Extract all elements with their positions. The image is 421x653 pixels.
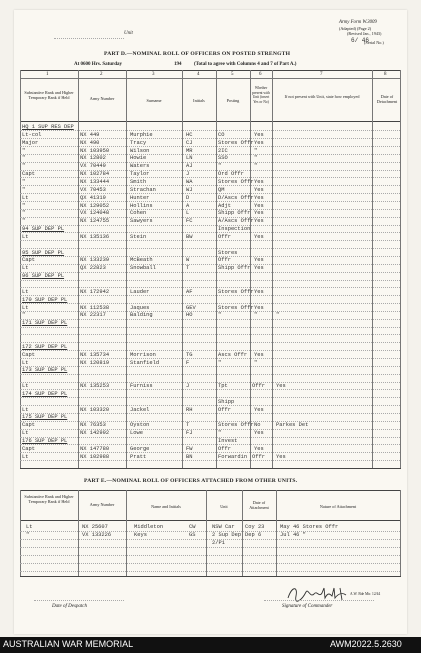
cell-init: FJ [186, 430, 193, 437]
cell-name: Strachan [130, 186, 156, 193]
row-rule [20, 350, 400, 351]
cell-num: NX 129052 [80, 202, 110, 209]
cell-init: A [186, 202, 190, 209]
part-d-title: PART D.—NOMINAL ROLL OF OFFICERS ON POSTED STRENGTH [104, 51, 291, 57]
cell-pres: No [254, 422, 261, 429]
cell-rank: Lt [22, 304, 29, 311]
row-rule [20, 429, 400, 430]
cell-post: Offr [218, 233, 231, 240]
row-rule [20, 280, 400, 281]
row-rule [20, 185, 400, 186]
cell-rank: 173 SUP DEP PL [22, 367, 68, 374]
archive-id: AWM2022.5.2630 [330, 639, 402, 649]
cell-post: D/Ascs Offr [218, 194, 254, 201]
cell-post: Offr [218, 406, 231, 413]
cell-name: McBeath [130, 257, 153, 264]
e-col-header-unit: Unit [220, 504, 228, 509]
cell-name: Pratt [130, 453, 147, 460]
cell-name: Morrison [130, 351, 156, 358]
cell-num: VX 70449 [80, 163, 106, 170]
col-num-7: 7 [320, 72, 323, 77]
e-row-rule [20, 539, 400, 540]
cell-pres: " [254, 163, 258, 170]
cell-name: Stanfield [130, 359, 160, 366]
part-d-year: 194 [174, 62, 182, 67]
e-row-rule [20, 563, 400, 564]
cell-rank: Major [22, 139, 39, 146]
cell-pres: " [254, 359, 258, 366]
cell-init: BN [186, 453, 193, 460]
row-rule [20, 256, 400, 257]
cell-post: Tpt [218, 383, 228, 390]
e-cell-rank: Lt [26, 524, 33, 530]
cell-pres: Yes [254, 202, 264, 209]
cell-pres: " [254, 155, 258, 162]
row-rule [20, 452, 400, 453]
cell-name: Furniss [130, 383, 153, 390]
cell-init: MR [186, 147, 193, 154]
row-rule [20, 232, 400, 233]
cell-name: Wilson [130, 147, 150, 154]
despatch-label: Date of Despatch [52, 604, 87, 609]
cell-pres: Yes [254, 257, 264, 264]
e-col-header-rank: Substantive Rank and Higher Temporary Rank if Held [24, 494, 74, 504]
row-rule [20, 366, 400, 367]
cell-pres: Yes [254, 194, 264, 201]
cell-init: WJ [186, 186, 193, 193]
cell-name: Howie [130, 155, 147, 162]
cell-init: TG [186, 351, 193, 358]
cell-rank: Lt [22, 288, 29, 295]
col-header-rank: Substantive Rank and Higher Temporary Rank if Held [24, 90, 74, 100]
cell-post: 2IC [218, 147, 228, 154]
cell-post: " [218, 359, 222, 366]
cell-pres: " [254, 147, 258, 154]
row-rule [20, 146, 400, 147]
cell-rank: Lt [22, 406, 29, 413]
cell-rank: Capt [22, 351, 35, 358]
part-e-title: PART E.—NOMINAL ROLL OF OFFICERS ATTACHED FROM OTHER UNITS. [84, 478, 298, 484]
cell-init: T [186, 265, 190, 272]
cell-rank: Lt [22, 383, 29, 390]
cell-pres: Yes [254, 178, 264, 185]
cell-rank: " [22, 210, 26, 217]
cell-rank: Capt [22, 445, 35, 452]
cell-name: Smith [130, 178, 147, 185]
row-rule [20, 240, 400, 241]
col-header-present: Whether present with Unit (insert Yes or No) [252, 86, 270, 104]
cell-name: Jaques [130, 304, 150, 311]
cell-rank: " [22, 202, 26, 209]
cell-name: Oyston [130, 422, 150, 429]
serial-handwritten: 6/ 46 [351, 37, 370, 44]
cell-num: NX 12802 [80, 155, 106, 162]
cell-rank: " [22, 163, 26, 170]
cell-name: Lowe [130, 430, 143, 437]
cell-emp: Yes [276, 383, 286, 390]
cell-rank: 170 SUP DEP PL [22, 296, 68, 303]
cell-name: Hollins [130, 202, 153, 209]
cell-post: " [218, 163, 222, 170]
row-rule [20, 225, 400, 226]
cell-num: NX 135734 [80, 351, 110, 358]
cell-pres: Yes [254, 139, 264, 146]
row-rule [20, 319, 400, 320]
row-rule [20, 248, 400, 249]
cell-init: D [186, 194, 190, 201]
e-col-header-name: Name and Initials [151, 504, 181, 509]
e-cell-date: Coy 23 [245, 524, 265, 530]
cell-pres: Yes [254, 186, 264, 193]
row-rule [20, 342, 400, 343]
cell-num: NX 133444 [80, 178, 110, 185]
e-cell-unit: 2/P1 [212, 540, 225, 546]
cell-emp: Yes [276, 453, 286, 460]
cell-init: GEV [186, 304, 196, 311]
row-rule [20, 217, 400, 218]
col-header-posting: Posting [226, 98, 240, 103]
cell-post: Offr [218, 257, 231, 264]
cell-num: NX 142992 [80, 430, 110, 437]
cell-rank: 171 SUP DEP PL [22, 320, 68, 327]
cell-post: Shipp [218, 398, 235, 405]
form-number: Army Form W.3009 [339, 20, 377, 25]
col-num-6: 6 [259, 72, 262, 77]
cell-pres: Yes [254, 210, 264, 217]
cell-init: FC [186, 218, 193, 225]
despatch-line [34, 600, 124, 601]
unit-label: Unit [124, 31, 133, 36]
cell-rank: 94 SUP DEP PL [22, 226, 65, 233]
col-border-8 [400, 70, 401, 468]
e-cell-nature: May 46 Stores Offr [280, 524, 339, 530]
row-rule [20, 177, 400, 178]
e-cell-unit: NSW Car [212, 524, 235, 530]
row-rule [20, 162, 400, 163]
cell-rank: Lt [22, 265, 29, 272]
cell-num: NX 135253 [80, 383, 110, 390]
cell-num: NX 449 [80, 131, 100, 138]
cell-pres: Offr [252, 383, 265, 390]
row-rule [20, 460, 400, 461]
row-rule [20, 303, 400, 304]
cell-rank: Lt-col [22, 131, 42, 138]
cell-name: Lauder [130, 288, 150, 295]
cell-rank: Lt [22, 359, 29, 366]
cell-num: NX 133239 [80, 257, 110, 264]
cell-num: NX 103320 [80, 406, 110, 413]
form-adapted: (Adapted) (Page 2) [339, 26, 372, 31]
cell-rank: 172 SUP DEP PL [22, 343, 68, 350]
cell-num: NX 102988 [80, 453, 110, 460]
cell-post: QM [218, 186, 225, 193]
cell-name: Cohen [130, 210, 147, 217]
cell-pres: " [254, 312, 258, 319]
cell-post: Stores Offr [218, 178, 254, 185]
cell-post: Stores Offr [218, 288, 254, 295]
cell-post: Invest [218, 438, 238, 444]
row-rule [20, 193, 400, 194]
row-rule [20, 334, 400, 335]
cell-rank: Capt [22, 422, 35, 429]
e-row-rule [20, 547, 400, 548]
cell-pres: Yes [254, 351, 264, 358]
col-header-army-number: Army Number [89, 96, 115, 101]
cell-post: Stores [218, 249, 238, 256]
cell-name: George [130, 445, 150, 452]
row-rule [20, 138, 400, 139]
cell-name: Waters [130, 163, 150, 170]
cell-num: QX 41319 [80, 194, 106, 201]
cell-init: J [186, 383, 190, 390]
cell-pres: Yes [254, 406, 264, 413]
e-cell-unit: 2 Sup Dep [212, 532, 242, 538]
col-num-4: 4 [197, 72, 200, 77]
cell-post: " [218, 312, 222, 319]
cell-post: Ascs Offr [218, 351, 248, 358]
cell-post: SSO [218, 155, 228, 162]
cell-num: NX 112538 [80, 304, 110, 311]
cell-post: A/Ascs Offr [218, 218, 254, 225]
cell-init: HC [186, 131, 193, 138]
cell-post: Inspection [218, 226, 251, 233]
cell-name: Murphie [130, 131, 153, 138]
cell-rank: 176 SUP DEP PL [22, 438, 68, 444]
e-cell-init: CW [189, 524, 196, 530]
row-rule [20, 413, 400, 414]
cell-pres: Yes [254, 233, 264, 240]
col-num-5: 5 [231, 72, 234, 77]
row-rule [20, 311, 400, 312]
e-cell-name: Middleton [134, 524, 164, 530]
row-rule [20, 287, 400, 288]
cell-pres: Yes [254, 265, 264, 272]
cell-init: RH [186, 406, 193, 413]
row-rule [20, 327, 400, 328]
col-header-surname: Surname [146, 98, 162, 103]
cell-init: WA [186, 178, 193, 185]
cell-post: Forwardin [218, 453, 248, 460]
cell-num: NX 103950 [80, 147, 110, 154]
cell-num: NX 22317 [80, 312, 106, 319]
archive-name: AUSTRALIAN WAR MEMORIAL [3, 639, 134, 649]
cell-rank: " [22, 155, 26, 162]
row-rule [20, 358, 400, 359]
cell-num: VX 70453 [80, 186, 106, 193]
cell-name: Jackel [130, 406, 150, 413]
cell-name: Snowball [130, 265, 156, 272]
e-cell-rank: " [26, 532, 30, 538]
cell-post: Shipp Offr [218, 265, 251, 272]
e-row-rule [20, 531, 400, 532]
col-header-date: Date of Detachment [376, 94, 398, 104]
cell-post: Shipp Offr [218, 210, 251, 217]
e-cell-date: Dep 6 [245, 532, 262, 538]
cell-rank: " [22, 147, 26, 154]
cell-num: VX 124048 [80, 210, 110, 217]
signature-label: Signature of Commander [282, 604, 333, 609]
cell-rank: Capt [22, 257, 35, 264]
cell-num: NX 147780 [80, 445, 110, 452]
cell-init: T [186, 422, 190, 429]
e-col-header-date: Date of Attachment [249, 500, 269, 510]
cell-post: Offr [218, 445, 231, 452]
cell-rank: Lt [22, 430, 29, 437]
table-bottom-rule [20, 468, 401, 469]
cell-pres: Yes [254, 304, 264, 311]
cell-init: AF [186, 288, 193, 295]
cell-init: L [186, 210, 190, 217]
cell-num: NX 124755 [80, 218, 110, 225]
e-cell-num: NX 25607 [82, 524, 108, 530]
cell-init: BW [186, 233, 193, 240]
cell-pres: Yes [254, 218, 264, 225]
cell-rank: " [22, 186, 26, 193]
cell-rank: 95 SUP DEP PL [22, 249, 65, 256]
row-rule [20, 209, 400, 210]
row-rule [20, 444, 400, 445]
part-d-at-line: At 0600 Hrs. Saturday [74, 62, 123, 67]
cell-init: F [186, 359, 190, 366]
cell-init: HO [186, 312, 193, 319]
archive-footer [0, 637, 421, 653]
col-header-initials: Initials [193, 98, 205, 103]
row-rule [20, 264, 400, 265]
cell-num: NX 76353 [80, 422, 106, 429]
cell-rank: HQ 1 SUP RES DEP [22, 124, 74, 130]
cell-rank: Capt [22, 171, 35, 178]
row-rule [20, 437, 400, 438]
cell-init: FW [186, 445, 193, 452]
cell-name: Hunter [130, 194, 150, 201]
signature-line [264, 600, 374, 601]
cell-rank: " [22, 312, 26, 319]
cell-name: Sawyers [130, 218, 153, 225]
e-cell-num: VX 133226 [82, 532, 112, 538]
cell-rank: 175 SUP DEP PL [22, 414, 68, 421]
cell-rank: Lt [22, 233, 29, 240]
cell-pres: Yes [254, 430, 264, 437]
row-rule [20, 405, 400, 406]
cell-init: CJ [186, 139, 193, 146]
cell-num: QX 22823 [80, 265, 106, 272]
row-rule [20, 295, 400, 296]
cell-rank: Lt [22, 453, 29, 460]
cell-pres: Yes [254, 131, 264, 138]
cell-num: NX 490 [80, 139, 100, 146]
cell-init: W [186, 257, 190, 264]
row-rule [20, 382, 400, 383]
row-rule [20, 272, 400, 273]
e-cell-nature: Jul 46 " [280, 532, 306, 538]
col-num-1: 1 [46, 72, 49, 77]
cell-name: Balding [130, 312, 153, 319]
form-sheet [14, 10, 407, 634]
row-rule [20, 154, 400, 155]
cell-post: Ord Offr [218, 171, 244, 178]
cell-post: " [218, 430, 222, 437]
cell-pres: Yes [254, 445, 264, 452]
cell-num: NX 135136 [80, 233, 110, 240]
col-header-employed: If not present with Unit, state how employed [284, 94, 360, 99]
cell-name: Stein [130, 233, 147, 240]
col-num-2: 2 [100, 72, 103, 77]
cell-post: Adjt [218, 202, 231, 209]
row-rule [20, 130, 400, 131]
form-revised: (Revised Jan., 1943) [347, 31, 382, 36]
col-num-3: 3 [152, 72, 155, 77]
cell-init: J [186, 171, 190, 178]
cell-pres: Yes [254, 288, 264, 295]
cell-num: NX 102784 [80, 171, 110, 178]
cell-post: Stores Offr [218, 304, 254, 311]
row-rule [20, 421, 400, 422]
cell-init: LN [186, 155, 193, 162]
cell-rank: " [22, 178, 26, 185]
part-d-total-note: (Total to agree with Columns 4 and 7 of Part A.) [194, 62, 297, 67]
cell-init: AJ [186, 163, 193, 170]
col-num-8: 8 [384, 72, 387, 77]
cell-emp: Parkes Det [276, 422, 309, 429]
row-rule [20, 374, 400, 375]
e-bottom-rule [20, 576, 401, 577]
e-col-header-army-number: Army Number [89, 502, 115, 507]
cell-emp: " [276, 312, 280, 319]
cell-num: NX 120819 [80, 359, 110, 366]
cell-post: Stores Offr [218, 422, 254, 429]
cell-name: Tracy [130, 139, 147, 146]
cell-rank: " [22, 218, 26, 225]
cell-post: Stores Offr [218, 139, 254, 146]
serial-label: (Serial No.) [364, 40, 384, 45]
row-rule [20, 170, 400, 171]
e-row-rule [20, 571, 400, 572]
e-row-rule [20, 555, 400, 556]
cell-post: CO [218, 131, 225, 138]
cell-rank: Lt [22, 194, 29, 201]
e-cell-init: GS [189, 532, 196, 538]
cell-pres: Offr [252, 453, 265, 460]
row-rule [20, 389, 400, 390]
printer-mark: A.W. Bde Mtr. 12/44 [350, 592, 381, 596]
unit-line [54, 38, 124, 39]
e-cell-name: Keys [134, 532, 147, 538]
e-col-header-nature: Nature of Attachment [319, 504, 357, 509]
cell-rank: 96 SUP DEP PL [22, 273, 65, 280]
cell-name: Taylor [130, 171, 150, 178]
row-rule [20, 397, 400, 398]
e-col-border-6 [400, 490, 401, 576]
cell-rank: 174 SUP DEP PL [22, 390, 68, 397]
row-rule [20, 201, 400, 202]
cell-num: NX 172942 [80, 288, 110, 295]
